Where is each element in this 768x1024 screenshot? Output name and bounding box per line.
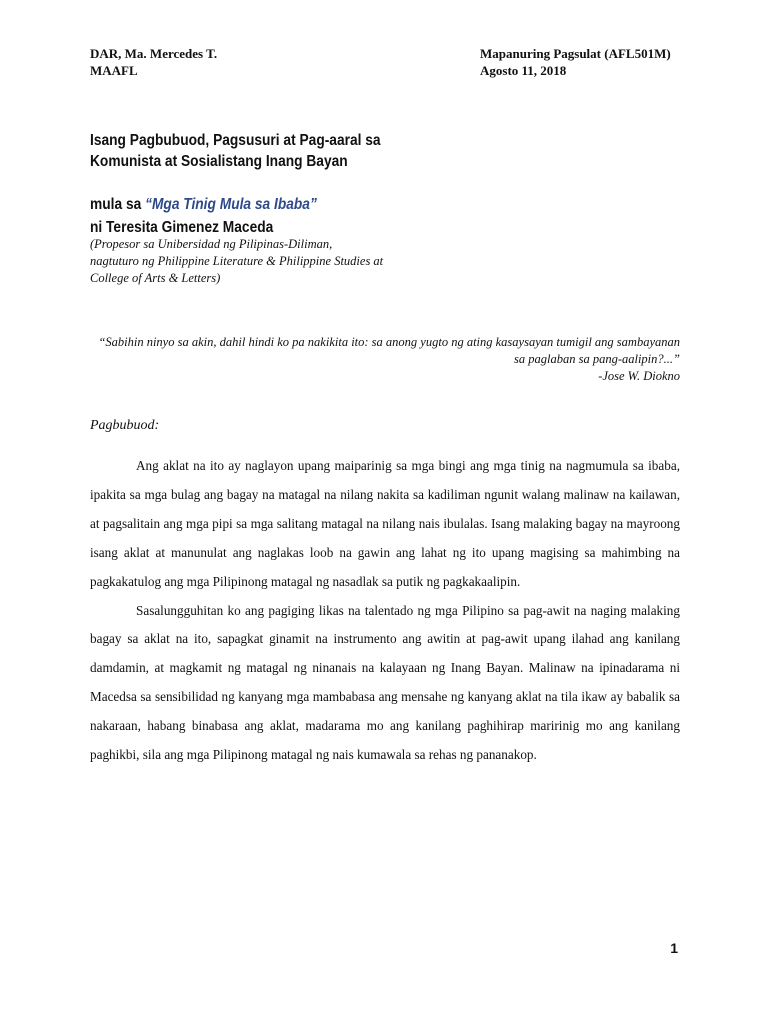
document-title [90, 130, 606, 172]
book-author: ni Teresita Gimenez Maceda [90, 219, 274, 236]
epigraph-line-1: “Sabihin ninyo sa akin, dahil hindi ko pa nakikita ito: sa anong yugto ng ating kasaysayan tumigil ang sambayanan [98, 335, 680, 349]
author-affiliation [90, 236, 490, 287]
title-line-2: Komunista at Sosialistang Inang Bayan [90, 153, 348, 170]
epigraph-attribution: -Jose W. Diokno [598, 369, 680, 383]
affiliation-line-1: (Propesor sa Unibersidad ng Pilipinas-Diliman, [90, 237, 333, 251]
page-number: 1 [670, 940, 678, 956]
title-line-1: Isang Pagbubuod, Pagsusuri at Pag-aaral sa [90, 132, 381, 149]
course-name: Mapanuring Pagsulat (AFL501M) [480, 46, 671, 61]
source-line [90, 193, 606, 216]
book-title: “Mga Tinig Mula sa Ibaba” [145, 196, 317, 213]
document-date: Agosto 11, 2018 [480, 63, 567, 78]
affiliation-line-2: nagtuturo ng Philippine Literature & Philippine Studies at [90, 254, 384, 268]
epigraph-quote [80, 334, 680, 385]
header-right [480, 45, 671, 79]
source-prefix: mula sa [90, 196, 146, 213]
epigraph-line-2: sa paglaban sa pang-aalipin?...” [514, 352, 680, 366]
source-block [90, 193, 606, 239]
program-name: MAAFL [90, 63, 138, 78]
affiliation-line-3: College of Arts & Letters) [90, 271, 221, 285]
paragraph-2: Sasalungguhitan ko ang pagiging likas na talentado ng mga Pilipino sa pag-awit na naging malaking bagay sa aklat na ito, sapagkat ginamit na instrumento ang awitin at pag-awit upang ilahad ang kanilang damdamin, at magkamit ng matagal ng ninanais na kalayaan ng Inang Bayan. Malinaw na ipinadarama ni Macedsa sa sensibilidad ng kanyang mga mambabasa ang mensahe ng kanyang aklat na tila ikaw ay babalik sa nakaraan, habang binabasa ang aklat, madarama mo ang kanilang paghihirap maririnig mo ang kanilang paghikbi, sila ang mga Pilipinong matagal ng nais kumawala sa rehas ng pananakop. [90, 602, 680, 763]
author-name: DAR, Ma. Mercedes T. [90, 46, 218, 61]
body-text [90, 452, 680, 770]
section-heading: Pagbubuod: [90, 418, 160, 433]
header-left [90, 45, 217, 79]
paragraph-1: Ang aklat na ito ay naglayon upang maiparinig sa mga bingi ang mga tinig na nagmumula sa ibaba, ipakita sa mga bulag ang bagay na matagal na nilang nakita sa kadiliman ngunit walang malinaw na kailawan, at pagsalitain ang mga pipi sa mga salitang matagal na nilang nais ibulalas. Isang malaking bagay na mayroong isang aklat at manunulat ang naglakas loob na gawin ang lahat ng ito upang magising sa mahimbing na pagkakatulog ang mga Pilipinong matagal ng nasadlak sa putik ng pagkakaalipin. [90, 458, 680, 589]
